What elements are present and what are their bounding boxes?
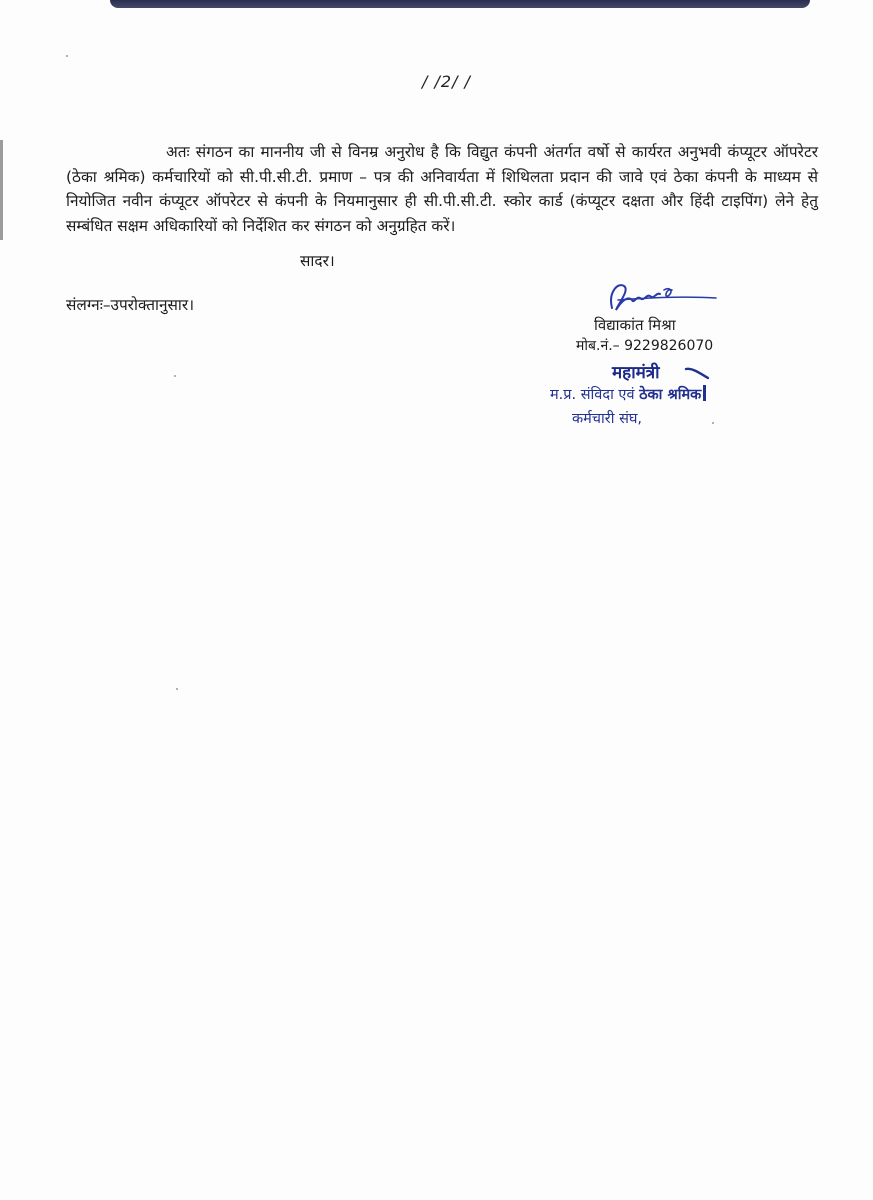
stamp-org-strong: ठेका श्रमिक — [639, 387, 702, 403]
handwritten-signature — [604, 278, 719, 318]
page-number: / /2/ / — [422, 72, 471, 91]
scan-edge-mark — [0, 140, 3, 240]
stamp-tick-mark — [684, 366, 710, 380]
scan-speck — [176, 688, 178, 690]
closing-salutation: सादर। — [300, 252, 335, 270]
stamp-organization — [550, 384, 706, 404]
signatory-name: विद्याकांत मिश्रा — [594, 316, 676, 334]
scan-speck — [174, 375, 176, 377]
stamp-danda — [703, 385, 706, 401]
stamp-org-prefix: म.प्र. संविदा एवं — [550, 387, 635, 403]
request-paragraph: अतः संगठन का माननीय जी से विनम्र अनुरोध है कि विद्युत कंपनी अंतर्गत वर्षो से कार्यरत अनुभवी कंप्यूटर ऑपरेटर (ठेका श्रमिक) कर्मचारियों को सी.पी.सी.टी. प्रमाण – पत्र की अनिवार्यता में शिथिलता प्रदान की जावे एवं ठेका कंपनी के माध्यम से नियोजित नवीन कंप्यूटर ऑपरेटर से कंपनी के नियमानुसार ही सी.पी.सी.टी. स्कोर कार्ड (कंप्यूटर दक्षता और हिंदी टाइपिंग) लेने हेतु सम्बंधित सक्षम अधिकारियों को निर्देशित कर संगठन को अनुग्रहित करें। — [66, 143, 818, 235]
scan-speck — [712, 422, 714, 424]
stamp-designation: महामंत्री — [612, 363, 660, 383]
stamp-union: कर्मचारी संघ, — [572, 411, 643, 427]
scan-speck — [66, 55, 68, 57]
enclosure-note: संलग्नः–उपरोक्तानुसार। — [66, 296, 195, 314]
scan-edge-shadow — [110, 0, 810, 8]
signatory-mobile: मोब.नं.– 9229826070 — [576, 338, 714, 354]
